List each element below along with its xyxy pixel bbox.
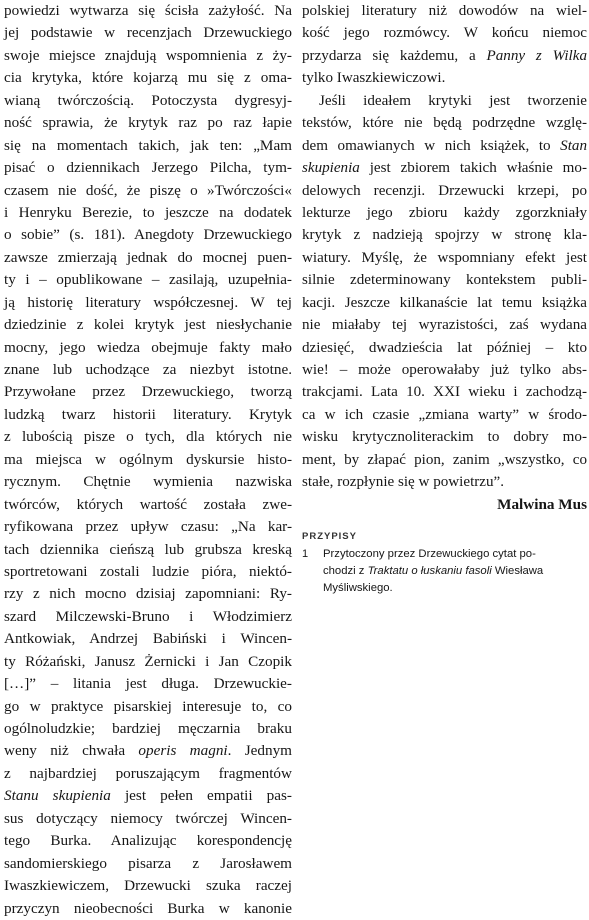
text-line: ty i – opublikowane – zasilają, uzupełnia- bbox=[4, 271, 292, 289]
text-line: i Henryku Berezie, to jeszcze na dodatek bbox=[4, 203, 292, 221]
text-line: twórców, których wartość została zwe- bbox=[4, 495, 292, 513]
italic-title: Traktatu o łuskaniu fasoli bbox=[367, 565, 492, 578]
text-line: wiatury. Myślę, że wspomniany efekt jest bbox=[302, 249, 587, 266]
text-line: powiedzi wytwarza się ścisła zażyłość. Na bbox=[4, 2, 292, 19]
text-run: jest zbiorem takich właśnie mo- bbox=[359, 160, 587, 177]
left-column bbox=[4, 0, 292, 920]
text-line: wie! – może operowałaby już tylko abs- bbox=[302, 362, 587, 378]
text-line bbox=[302, 45, 587, 67]
text-line: ryfikowana przez upływ czasu: „Na kar- bbox=[4, 518, 292, 536]
text-line: rzy z nich mocno dzisiaj zapomniani: Ry- bbox=[4, 585, 292, 603]
text-line: sus dotyczący niemocy twórczej Wincen- bbox=[4, 809, 292, 827]
text-line: ją historię literatury współczesnej. W tej bbox=[4, 293, 292, 311]
footnote-line: Myśliwskiego. bbox=[323, 582, 393, 595]
text-line bbox=[4, 785, 292, 807]
text-line: trakcjami. Lata 10. XXI wieku i zachodzą- bbox=[302, 384, 587, 401]
text-run: Wiesława bbox=[491, 565, 544, 578]
italic-title: skupienia bbox=[302, 160, 360, 177]
italic-title: Stanu skupienia bbox=[4, 787, 111, 805]
text-run: chodzi z bbox=[323, 565, 368, 578]
text-line: rycznym. Chętnie wymienia nazwiska bbox=[4, 473, 292, 491]
text-line bbox=[302, 135, 587, 157]
text-line: sandomierskiego pisarza z Jarosławem bbox=[4, 854, 292, 872]
text-line: ment, by złapać pion, zanim „wszystko, co bbox=[302, 451, 587, 468]
text-line: mocny, jego wiedza obejmuje fakty mało bbox=[4, 338, 292, 356]
footnote-line bbox=[323, 563, 587, 580]
text-line: z lubością pisze o tych, dla których nie bbox=[4, 428, 292, 446]
text-run: weny niż chwała bbox=[4, 742, 139, 760]
text-line: czasem nie dość, że piszę o »Twórczości« bbox=[4, 181, 292, 199]
footnote-number: 1 bbox=[302, 548, 309, 561]
text-line: pisać o dziennikach Jerzego Pilcha, tym- bbox=[4, 159, 292, 177]
text-line: Jeśli ideałem krytyki jest tworzenie bbox=[319, 92, 587, 109]
text-line: szard Milczewski-Bruno i Włodzimierz bbox=[4, 607, 292, 625]
text-run: jest pełen empatii pas- bbox=[110, 787, 292, 805]
text-line: tego Burka. Analizując korespondencję bbox=[4, 832, 292, 850]
text-line: silnie zdeterminowany kontekstem publi- bbox=[302, 272, 587, 289]
text-run: . Jednym bbox=[227, 742, 292, 760]
text-line: polskiej literatury niż dowodów na wiel- bbox=[302, 3, 587, 19]
italic-title: operis magni bbox=[138, 742, 228, 760]
footnote-item bbox=[302, 546, 587, 597]
text-line: delowych recenzji. Drzewucki krzepi, po bbox=[302, 182, 587, 199]
author-signature: Malwina Mus bbox=[497, 495, 587, 513]
text-line: swoje miejsce znajdują wspomnienia z ży- bbox=[4, 46, 292, 64]
text-line: ca w ich czasie „zmiana warty” w środo- bbox=[302, 406, 587, 423]
italic-title: Panny z Wilka bbox=[486, 47, 587, 64]
text-line: nie miałaby tej wyrazistości, zaś wydana bbox=[302, 317, 587, 334]
text-line: ludzką twarz historii literatury. Krytyk bbox=[4, 405, 292, 423]
text-line: Przywołane przez Drzewuckiego, tworzą bbox=[4, 383, 292, 401]
text-line: zawsze zmierzają jednak do mocnej puen- bbox=[4, 248, 292, 266]
right-column bbox=[302, 0, 587, 597]
text-line: krytyk z nadzieją spojrzy w stronę kla- bbox=[302, 227, 587, 244]
text-line: stałe, rozpłynie się w powietrzu”. bbox=[302, 474, 505, 491]
text-run: dem omawianych w nich książek, to bbox=[302, 137, 561, 154]
text-line: […]” – litania jest długa. Drzewuckie- bbox=[4, 675, 292, 693]
text-line: znane lub uchodzące za niezbyt istotne. bbox=[4, 361, 292, 378]
italic-title: Stan bbox=[560, 137, 587, 154]
text-line: cia krytyka, które kojarzą mu się z oma- bbox=[4, 69, 292, 87]
text-line: jej podstawie w recenzjach Drzewuckiego bbox=[4, 24, 292, 42]
text-line: się na momentach takich, jak ten: „Mam bbox=[4, 136, 292, 154]
text-line: lekturze jego zbioru każdy zgorzkniały bbox=[302, 204, 587, 221]
text-line: kość jego rozmówcy. W końcu niemoc bbox=[302, 25, 587, 42]
text-line: wisku krytycznoliterackim to dobry mo- bbox=[302, 429, 587, 446]
text-line: kacji. Jeszcze kilkanaście lat temu książka bbox=[302, 294, 587, 311]
text-line: ty Różański, Janusz Żernicki i Jan Czopik bbox=[4, 652, 292, 670]
text-line: tekstów, które nie będą podrzędne wzglę- bbox=[302, 115, 587, 132]
text-line: sportretowani zostali ludzie pióra, niektó- bbox=[4, 562, 292, 580]
footnotes-heading: PRZYPISY bbox=[302, 531, 357, 543]
text-line: tylko Iwaszkiewiczowi. bbox=[302, 70, 446, 87]
text-line: go w praktyce pisarskiej interesuje to, co bbox=[4, 697, 292, 715]
text-line: dziedzinie z kolei krytyk jest niesłychanie bbox=[4, 316, 292, 334]
text-line bbox=[4, 740, 292, 762]
text-line: wianą twórczością. Potoczysta dygresyj- bbox=[4, 91, 292, 109]
text-line bbox=[302, 157, 587, 179]
text-line: ność sprawia, że krytyk raz po raz łapie bbox=[4, 114, 292, 132]
text-line: o sobie” (s. 181). Anegdoty Drzewuckiego bbox=[4, 226, 292, 244]
footnote-line: Przytoczony przez Drzewuckiego cytat po- bbox=[323, 548, 536, 561]
text-line: Iwaszkiewiczem, Drzewucki szuka raczej bbox=[4, 877, 292, 895]
text-line: przyczyn nieobecności Burka w kanonie bbox=[4, 899, 292, 917]
text-line: Antkowiak, Andrzej Babiński i Wincen- bbox=[4, 630, 292, 648]
text-run: przydarza się każdemu, a bbox=[302, 47, 487, 64]
text-line: dziesięć, dwadzieścia lat później – kto bbox=[302, 339, 587, 356]
text-line: ma miejsca w ogólnym dyskursie histo- bbox=[4, 450, 292, 468]
text-line: ogólnoludzkie; bardziej męczarnia braku bbox=[4, 720, 292, 737]
text-line: z najbardziej poruszającym fragmentów bbox=[4, 764, 292, 782]
text-line: tach dziennika cieńszą lub grubsza kreską bbox=[4, 540, 292, 558]
